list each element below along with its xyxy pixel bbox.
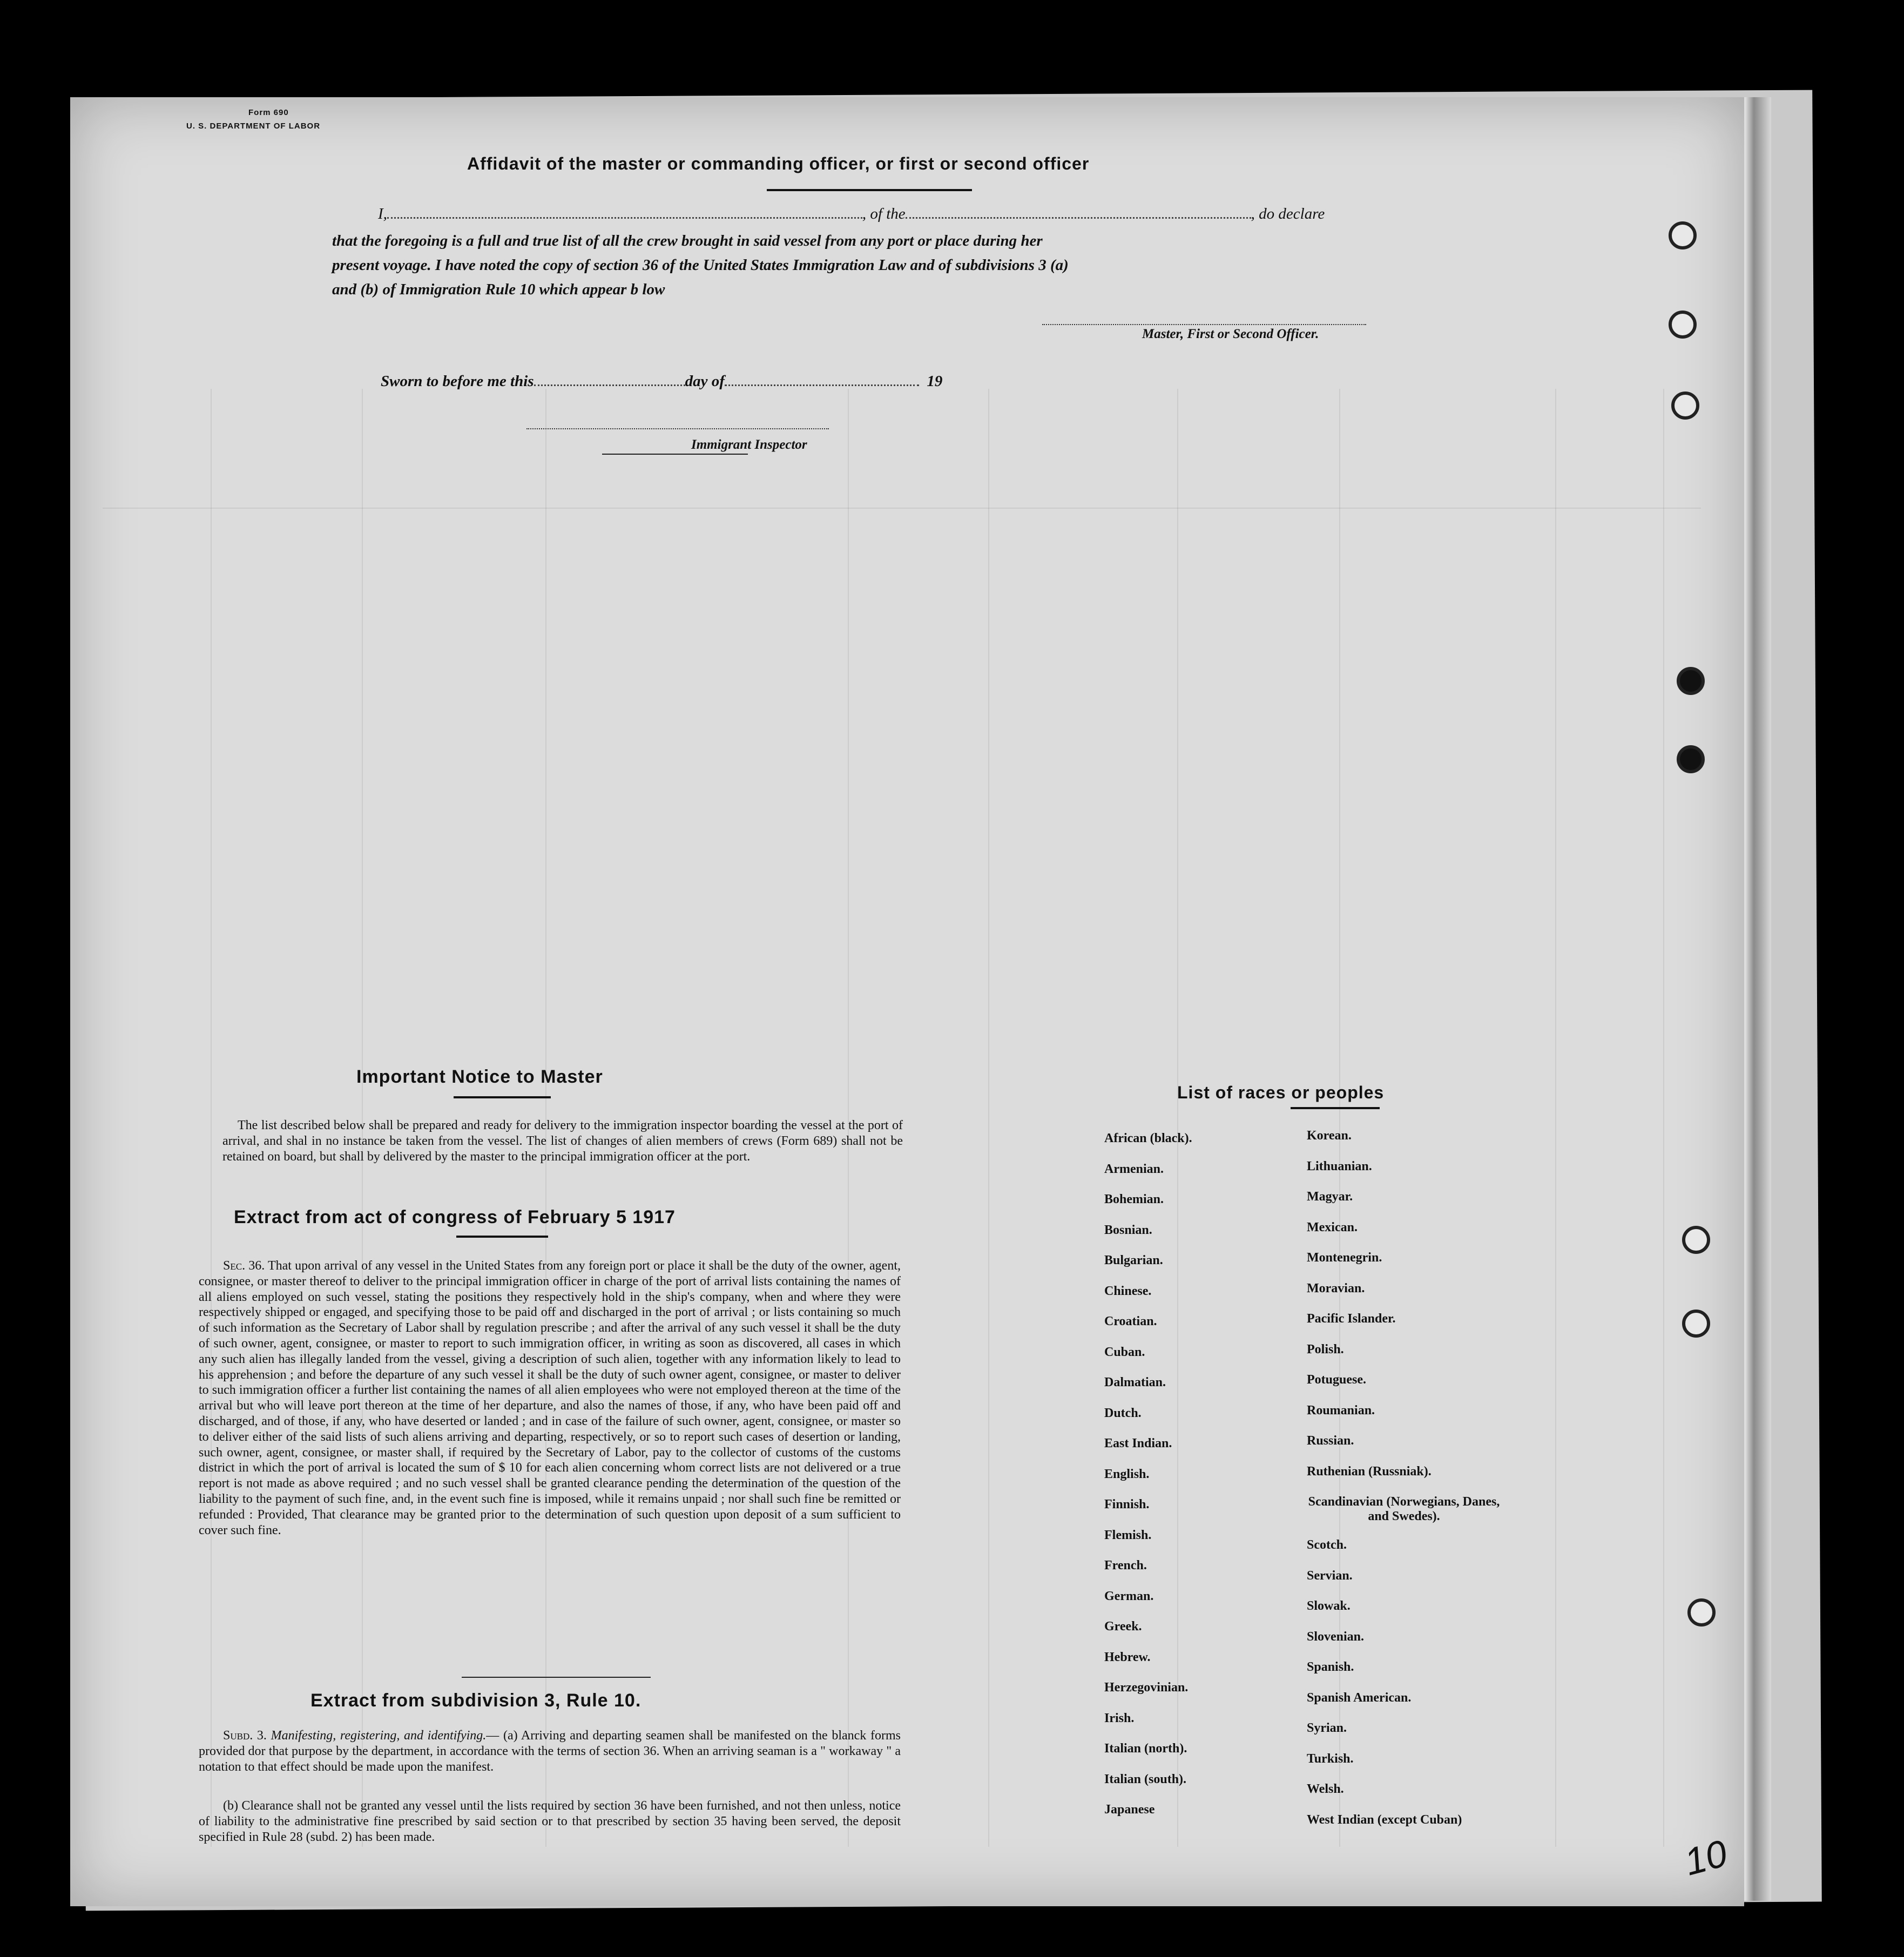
sworn-day-blank[interactable] <box>534 384 685 386</box>
sworn-text: Sworn to before me this <box>381 373 534 390</box>
ghost-column-line <box>1177 389 1178 1847</box>
race-item: Korean. <box>1307 1129 1352 1143</box>
race-item: Pacific Islander. <box>1307 1312 1396 1326</box>
race-item: French. <box>1104 1558 1147 1573</box>
master-signature-line[interactable] <box>1042 324 1366 326</box>
race-item: Italian (north). <box>1104 1742 1187 1756</box>
inspector-caption: Immigrant Inspector <box>691 437 807 452</box>
race-item: Potuguese. <box>1307 1373 1366 1387</box>
binding-hole <box>1682 1310 1710 1338</box>
race-item: Armenian. <box>1104 1162 1164 1176</box>
title-underline <box>767 189 972 191</box>
race-item: Greek. <box>1104 1619 1142 1634</box>
race-item: Bosnian. <box>1104 1223 1152 1237</box>
race-item: Croatian. <box>1104 1314 1157 1328</box>
affidavit-declare: , do declare <box>1251 205 1325 222</box>
binding-hole <box>1677 745 1705 773</box>
race-item: Japanese <box>1104 1803 1155 1817</box>
extract-rule-text-a <box>199 1728 901 1774</box>
race-item: Dalmatian. <box>1104 1375 1166 1389</box>
race-item: African (black). <box>1104 1131 1192 1145</box>
sworn-line <box>381 373 942 390</box>
binding-hole <box>1677 667 1705 695</box>
binding-hole <box>1671 392 1699 420</box>
document-page <box>70 97 1744 1906</box>
races-title: List of races or peoples <box>1177 1083 1385 1102</box>
race-item: German. <box>1104 1589 1154 1603</box>
race-item: Mexican. <box>1307 1220 1358 1234</box>
race-item: Cuban. <box>1104 1345 1145 1359</box>
form-number: Form 690 <box>248 108 289 117</box>
race-item: Finnish. <box>1104 1497 1150 1511</box>
ghost-column-line <box>988 389 989 1847</box>
notice-title: Important Notice to Master <box>356 1067 603 1087</box>
race-item: Magyar. <box>1307 1190 1353 1204</box>
sworn-month-blank[interactable] <box>725 384 919 386</box>
affidavit-line-2: that the foregoing is a full and true list of all the crew brought in said vessel from any port or place during her <box>332 232 1043 249</box>
affidavit-line-4: and (b) of Immigration Rule 10 which appear b low <box>332 281 665 298</box>
subd-heading: Manifesting, registering, and identifying. <box>271 1729 487 1743</box>
binding-hole <box>1669 311 1697 339</box>
vessel-blank[interactable] <box>906 217 1251 219</box>
affidavit-line-1 <box>378 205 1325 223</box>
extract-rule-text-b: (b) Clearance shall not be granted any vessel until the lists required by section 36 have been furnished, and not then unless, notice of liability to the administrative fine prescribed by said section or to that prescribed by section 35 having been served, the deposit specified in Rule 28 (subd. 2) has been made. <box>199 1799 901 1844</box>
race-item: Montenegrin. <box>1307 1251 1382 1265</box>
affidavit-i: I, <box>378 205 387 222</box>
subd-label: Subd. 3. <box>223 1729 267 1743</box>
race-item: Syrian. <box>1307 1721 1347 1735</box>
sec-36-text: That upon arrival of any vessel in the United States from any foreign port or place it shall be the duty of the owner, agent, consignee, or master thereof to deliver to the principal immigration officer in charge of the port of arrival lists containing the names of all aliens employed on such vessel, stating the positions they respectively hold in the ship's company, when and where they were respectively shipped or engaged, and specifying those to be paid off and discharged in the port of arrival ; or lists containing so much of such information as the Secretary of Labor shall by regulation prescribe ; and after the arrival of any such vessel it shall be the duty of such owner, agent, consignee, or master to report to such immigration officer, in writing as soon as discovered, all cases in which any such alien has illegally landed from the vessel, giving a description of such alien, together with any information likely to lead to his apprehension ; and before the departure of any such vessel it shall be the duty of such owner agent, consignee, or master to deliver to such immigration officer a further list containing the names of all alien employees who were not employed thereon at the time of the arrival but who will leave port thereon at the time of her departure, and also the names of those, if any, who have been paid off and discharged, and of those, if any, who have deserted or landed ; and in case of the failure of such owner, agent, consignee, or master so to deliver either of the said lists of such aliens arriving and departing, respectively, or so to report such cases of desertion or landing, such owner, agent, consignee, or master shall, if required by the Secretary of Labor, pay to the collector of customs of the customs district in which the port of arrival is located the sum of $ 10 for each alien concerning whom correct lists are not delivered or a true report is not made as above required ; and no such vessel shall be granted clearance pending the determination of the question of the liability to the payment of such fine, and, in the event such fine is imposed, while it remains unpaid ; nor shall such fine be remitted or refunded : Provided, That clearance may be granted prior to the determination of such question upon deposit of a sum sufficient to cover such fine. <box>199 1259 901 1537</box>
race-item: Herzegovinian. <box>1104 1681 1189 1695</box>
ghost-column-line <box>1555 389 1556 1847</box>
race-item: Servian. <box>1307 1568 1353 1583</box>
ghost-column-line <box>1339 389 1340 1847</box>
ghost-column-line <box>211 389 212 1847</box>
section-divider <box>462 1677 651 1678</box>
name-blank[interactable] <box>387 217 862 219</box>
sec-label: Sec. 36. <box>223 1259 265 1273</box>
race-item: Welsh. <box>1307 1782 1344 1796</box>
race-item: Scandinavian (Norwegians, Danes, and Swedes). <box>1308 1495 1500 1523</box>
race-item: Spanish American. <box>1307 1690 1412 1705</box>
race-item: West Indian (except Cuban) <box>1307 1812 1462 1827</box>
inspector-signature-line[interactable] <box>526 428 829 430</box>
race-item: Scotch. <box>1307 1538 1347 1552</box>
race-item: Hebrew. <box>1104 1650 1151 1664</box>
races-underline <box>1291 1107 1380 1109</box>
master-signature-caption: Master, First or Second Officer. <box>1142 327 1319 341</box>
race-item: Polish. <box>1307 1342 1344 1357</box>
affidavit-title: Affidavit of the master or commanding officer, or first or second officer <box>467 154 1090 173</box>
binding-hole <box>1669 221 1697 249</box>
race-item: English. <box>1104 1467 1150 1481</box>
notice-underline <box>454 1096 551 1098</box>
sworn-year: 19 <box>927 373 943 390</box>
extract-act-underline <box>456 1236 548 1238</box>
extract-rule-title: Extract from subdivision 3, Rule 10. <box>310 1690 642 1711</box>
race-item: Lithuanian. <box>1307 1159 1372 1173</box>
race-item: Flemish. <box>1104 1528 1152 1542</box>
inspector-underline <box>602 454 748 455</box>
affidavit-line-3: present voyage. I have noted the copy of section 36 of the United States Immigration Law and of subdivisions 3 (a) <box>332 257 1069 274</box>
subd-a-text: — (a) Arriving and departing seamen shall be manifested on the blanck forms provided dor that purpose by the department, in accordance with the terms of section 36. When an arriving seaman is a " workaway " a notation to that effect should be made upon the manifest. <box>199 1729 901 1774</box>
ghost-column-line <box>1663 389 1664 1847</box>
binding-hole <box>1682 1226 1710 1254</box>
race-item: East Indian. <box>1104 1436 1172 1450</box>
race-item: Russian. <box>1307 1434 1354 1448</box>
binding-hole <box>1687 1598 1716 1627</box>
race-item: Irish. <box>1104 1711 1135 1725</box>
race-item: Turkish. <box>1307 1751 1354 1766</box>
handwritten-page-number: 10 <box>1680 1832 1732 1884</box>
race-item: Spanish. <box>1307 1660 1354 1674</box>
extract-act-title: Extract from act of congress of February 5 1917 <box>234 1207 676 1227</box>
race-item: Dutch. <box>1104 1406 1142 1420</box>
race-item: Slowak. <box>1307 1599 1351 1613</box>
race-item: Italian (south). <box>1104 1772 1187 1786</box>
race-item: Bulgarian. <box>1104 1253 1163 1267</box>
race-item: Chinese. <box>1104 1284 1152 1298</box>
affidavit-of-the: , of the <box>862 205 906 222</box>
ghost-row-line <box>103 508 1701 509</box>
notice-text: The list described below shall be prepared and ready for delivery to the immigration inspector boarding the vessel at the port of arrival, and shal in no instance be taken from the vessel. The list of changes of alien members of crews (Form 689) shall not be retained on board, but shall by delivered by the master to the principal immigration officer at the port. <box>222 1118 903 1164</box>
race-item: Bohemian. <box>1104 1192 1164 1206</box>
sworn-day-of: day of <box>685 373 725 390</box>
extract-act-text <box>199 1258 901 1538</box>
race-item: Roumanian. <box>1307 1403 1375 1418</box>
department-name: U. S. DEPARTMENT OF LABOR <box>186 122 321 131</box>
race-item: Slovenian. <box>1307 1629 1365 1644</box>
race-item: Ruthenian (Russniak). <box>1307 1464 1432 1479</box>
race-item: Moravian. <box>1307 1281 1365 1295</box>
